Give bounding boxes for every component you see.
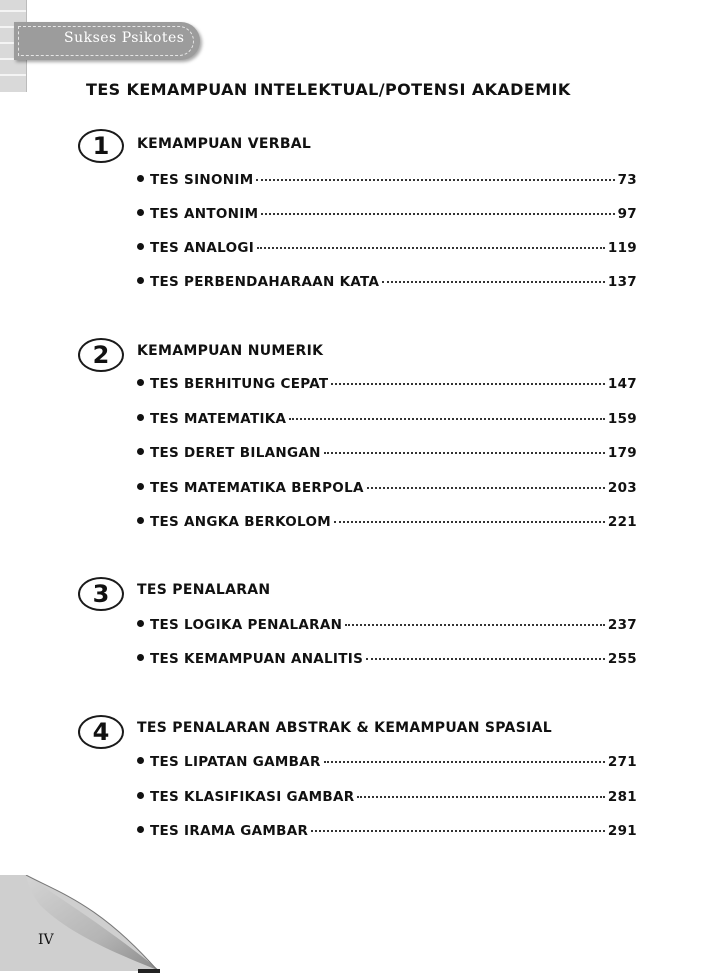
dot-leader [382, 281, 605, 283]
toc-entry-label: TES KEMAMPUAN ANALITIS [150, 651, 364, 667]
dot-leader [357, 796, 604, 798]
toc-entry-page: 159 [607, 411, 637, 427]
section-title-3: TES PENALARAN [137, 582, 271, 598]
section-number-2: 2 [78, 338, 124, 372]
dot-leader [331, 383, 604, 385]
toc-entry-label: TES ANTONIM [150, 206, 259, 222]
toc-entry[interactable] [137, 376, 637, 396]
header-tab [14, 22, 200, 60]
toc-entry-label: TES DERET BILANGAN [150, 445, 321, 461]
toc-entry[interactable] [137, 240, 637, 260]
toc-entry[interactable] [137, 651, 637, 671]
toc-entry-label: TES ANALOGI [150, 240, 255, 256]
toc-entry-label: TES SINONIM [150, 172, 254, 188]
toc-entry-label: TES PERBENDAHARAAN KATA [150, 274, 380, 290]
bullet-icon [137, 483, 144, 490]
bullet-icon [137, 620, 144, 627]
section-number-3: 3 [78, 577, 124, 611]
dot-leader [289, 418, 605, 420]
bullet-icon [137, 209, 144, 216]
toc-entry[interactable] [137, 445, 637, 465]
bullet-icon [137, 277, 144, 284]
toc-entry-page: 221 [607, 514, 637, 530]
page-curl-decoration [0, 875, 170, 975]
section-title-1: KEMAMPUAN VERBAL [137, 136, 312, 152]
section-title-4: TES PENALARAN ABSTRAK & KEMAMPUAN SPASIAL [137, 720, 552, 736]
dot-leader [256, 179, 614, 181]
dot-leader [334, 521, 605, 523]
toc-entry[interactable] [137, 789, 637, 809]
toc-entry-label: TES LOGIKA PENALARAN [150, 617, 343, 633]
dot-leader [257, 247, 605, 249]
toc-entry-label: TES ANGKA BERKOLOM [150, 514, 331, 530]
page-number: IV [38, 932, 54, 948]
section-title-2: KEMAMPUAN NUMERIK [137, 343, 324, 359]
toc-entry-page: 255 [607, 651, 637, 667]
bullet-icon [137, 517, 144, 524]
toc-entry-label: TES MATEMATIKA [150, 411, 287, 427]
bullet-icon [137, 414, 144, 421]
dot-leader [367, 487, 605, 489]
bullet-icon [137, 379, 144, 386]
toc-entry-label: TES IRAMA GAMBAR [150, 823, 309, 839]
bullet-icon [137, 792, 144, 799]
toc-entry[interactable] [137, 754, 637, 774]
toc-entry[interactable] [137, 411, 637, 431]
toc-entry-page: 147 [607, 376, 637, 392]
toc-entry[interactable] [137, 206, 637, 226]
toc-entry-label: TES KLASIFIKASI GAMBAR [150, 789, 355, 805]
toc-entry-page: 281 [607, 789, 637, 805]
dot-leader [261, 213, 614, 215]
bullet-icon [137, 243, 144, 250]
toc-entry-page: 137 [607, 274, 637, 290]
page-title: TES KEMAMPUAN INTELEKTUAL/POTENSI AKADEMIK [86, 80, 571, 99]
bullet-icon [137, 175, 144, 182]
toc-entry-page: 271 [607, 754, 637, 770]
toc-entry[interactable] [137, 617, 637, 637]
toc-entry-label: TES BERHITUNG CEPAT [150, 376, 329, 392]
section-number-1: 1 [78, 129, 124, 163]
dot-leader [345, 624, 605, 626]
toc-entry-label: TES MATEMATIKA BERPOLA [150, 480, 364, 496]
dot-leader [311, 830, 605, 832]
toc-entry[interactable] [137, 480, 637, 500]
bullet-icon [137, 654, 144, 661]
section-number-4: 4 [78, 715, 124, 749]
toc-entry-page: 73 [617, 172, 637, 188]
toc-entry-page: 291 [607, 823, 637, 839]
dot-leader [366, 658, 605, 660]
toc-entry-page: 97 [617, 206, 637, 222]
toc-entry[interactable] [137, 823, 637, 843]
toc-entry-label: TES LIPATAN GAMBAR [150, 754, 321, 770]
toc-entry-page: 179 [607, 445, 637, 461]
bullet-icon [137, 757, 144, 764]
dot-leader [324, 452, 605, 454]
toc-entry-page: 203 [607, 480, 637, 496]
dot-leader [324, 761, 605, 763]
toc-entry-page: 237 [607, 617, 637, 633]
toc-entry[interactable] [137, 274, 637, 294]
toc-entry[interactable] [137, 514, 637, 534]
bullet-icon [137, 448, 144, 455]
toc-entry[interactable] [137, 172, 637, 192]
header-tab-label: Sukses Psikotes [64, 30, 185, 46]
bullet-icon [137, 826, 144, 833]
toc-entry-page: 119 [607, 240, 637, 256]
